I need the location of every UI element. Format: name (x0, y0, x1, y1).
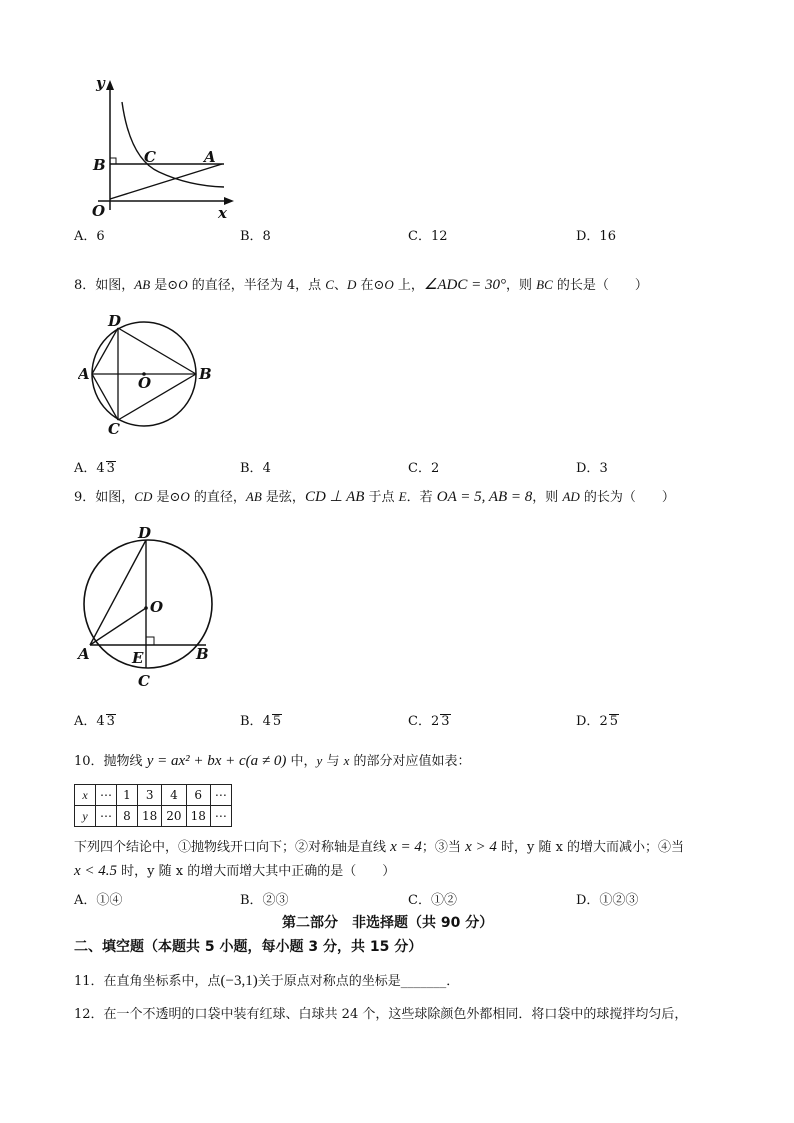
table-cell: 4 (162, 785, 186, 806)
q8-angle-formula: ∠ADC = 30° (423, 277, 506, 293)
q9-ad: AD (562, 489, 580, 504)
q9-circle-figure (74, 524, 224, 694)
label-c: C (144, 148, 156, 166)
q9-option-b: B．4 5 (240, 714, 282, 729)
q9-o: O (180, 489, 190, 504)
table-cell: 6 (186, 785, 210, 806)
table-cell: ⋯ (96, 806, 117, 827)
q9-option-d: D．2 5 (576, 714, 618, 729)
q11-text: 11．在直角坐标系中，点 (74, 974, 221, 989)
q9-text: 于点 (364, 490, 399, 505)
q8-option-a: A．4 3 (74, 461, 115, 476)
q10-text: 中， (286, 754, 317, 769)
q8-o: O (384, 277, 394, 292)
q10-value-table (74, 784, 232, 827)
q9-given-formula: OA = 5, AB = 8 (436, 489, 533, 505)
chord-cb (118, 374, 196, 420)
q8-number: 8．如图， (74, 278, 135, 293)
table-cell: x (75, 785, 96, 806)
q10-text: 时，y 随 x 的增大而减小；④当 (496, 840, 685, 855)
label-y: y (96, 74, 105, 92)
center-point (144, 606, 148, 610)
right-angle-mark (146, 637, 154, 645)
q9-text: 是⊙ (152, 490, 181, 505)
chord-db (118, 328, 196, 374)
q10-y: y (316, 753, 323, 768)
table-cell: 8 (117, 806, 138, 827)
q10-text: 下列四个结论中，①抛物线开口向下；②对称轴是直线 (74, 840, 391, 855)
q9-text: ，则 (532, 490, 563, 505)
chord-ac (92, 374, 118, 420)
q10-text: ；③当 (421, 840, 466, 855)
table-cell: 3 (138, 785, 162, 806)
label-o: O (138, 374, 152, 392)
q8-c: C (325, 277, 334, 292)
q10-condition-formula: x > 4 (465, 839, 497, 855)
q12-question: 12．在一个不透明的口袋中装有红球、白球共 24 个，这些球除颜色外都相同．将口袋中的球搅拌均匀后， (74, 1007, 688, 1022)
q9-ab: AB (245, 489, 262, 504)
label-a: A (78, 365, 90, 383)
q8-bc: BC (536, 277, 553, 292)
label-a: A (204, 148, 216, 166)
q10-conclusions-line-1 (74, 838, 684, 857)
label-x: x (218, 204, 227, 222)
label-b: B (199, 365, 212, 383)
y-axis-arrow-icon (106, 80, 114, 90)
q8-option-c: C．2 (408, 461, 440, 476)
q9-option-a: A．4 3 (74, 714, 115, 729)
table-cell: 18 (186, 806, 210, 827)
q9-option-c: C．2 3 (408, 714, 450, 729)
q9-question (74, 488, 675, 507)
chord-ad (90, 540, 146, 645)
table-row (75, 806, 232, 827)
q9-text: 的直径， (189, 490, 246, 505)
q11-question (74, 972, 459, 991)
q11-answer-blank[interactable]: _______ (400, 974, 447, 989)
q8-text: ，则 (505, 278, 537, 293)
label-o: O (150, 598, 164, 616)
chord-ad (92, 328, 118, 374)
q8-circle-figure (78, 308, 218, 438)
q9-perpendicular-formula: CD ⊥ AB (304, 489, 365, 505)
q8-text: 在⊙ (356, 278, 385, 293)
label-b: B (196, 645, 209, 663)
label-e: E (132, 649, 144, 667)
q10-axis-formula: x = 4 (390, 839, 422, 855)
q10-text: 的部分对应值如表： (349, 754, 471, 769)
q8-d: D (346, 277, 357, 292)
q7-option-d: D．16 (576, 229, 616, 244)
q7-graph-figure (84, 74, 244, 224)
table-row (75, 785, 232, 806)
q10-conclusions-line-2 (74, 862, 395, 881)
q10-text: 与 (322, 754, 344, 769)
table-cell: 20 (162, 806, 186, 827)
q8-text: 的直径，半径为 4，点 (187, 278, 326, 293)
q8-ab: AB (134, 277, 151, 292)
label-b: B (93, 156, 106, 174)
q8-option-d: D．3 (576, 461, 608, 476)
section-title: 二、填空题（本题共 5 小题，每小题 3 分，共 15 分） (74, 939, 423, 955)
q7-option-c: C．12 (408, 229, 448, 244)
q8-question (74, 276, 648, 295)
q11-text: ． (446, 974, 460, 989)
q8-text: 的长是（ ） (552, 278, 648, 293)
table-cell: y (75, 806, 96, 827)
label-d: D (108, 312, 122, 330)
radius-oa (90, 608, 146, 645)
q10-x: x (343, 753, 350, 768)
q8-o: O (178, 277, 188, 292)
hyperbola-curve (122, 102, 224, 187)
table-cell: ⋯ (210, 806, 231, 827)
label-c: C (138, 672, 150, 690)
q9-e: E (398, 489, 407, 504)
label-c: C (108, 420, 120, 438)
table-cell: ⋯ (210, 785, 231, 806)
q10-option-d: D．①②③ (576, 893, 639, 908)
q10-question (74, 752, 471, 771)
q10-parabola-formula: y = ax² + bx + c(a ≠ 0) (146, 753, 287, 769)
part-title: 第二部分 非选择题（共 90 分） (282, 915, 494, 931)
q9-number: 9．如图， (74, 490, 135, 505)
q11-point: (−3,1) (220, 973, 258, 989)
q7-option-b: B．8 (240, 229, 271, 244)
circle-o (84, 540, 212, 668)
label-o: O (92, 202, 106, 220)
q10-condition-formula: x < 4.5 (74, 863, 118, 879)
q8-text: 上， (393, 278, 424, 293)
table-cell: 1 (117, 785, 138, 806)
q10-option-a: A．①④ (74, 893, 123, 908)
q10-option-b: B．②③ (240, 893, 289, 908)
right-angle-mark (110, 158, 116, 164)
q10-text: 时，y 随 x 的增大而增大其中正确的是（ ） (117, 864, 396, 879)
q11-text: 关于原点对称点的坐标是 (257, 974, 401, 989)
q8-text: 是⊙ (150, 278, 179, 293)
label-d: D (138, 524, 152, 542)
table-cell: 18 (138, 806, 162, 827)
q9-text: 是弦， (261, 490, 305, 505)
q9-text: ．若 (406, 490, 437, 505)
q7-option-a: A．6 (74, 229, 105, 244)
q10-option-c: C．①② (408, 893, 457, 908)
q9-text: 的长为（ ） (579, 490, 675, 505)
line-oa (110, 164, 222, 199)
q9-cd: CD (134, 489, 153, 504)
table-cell: ⋯ (96, 785, 117, 806)
q8-text: 、 (333, 278, 347, 293)
q10-number: 10．抛物线 (74, 754, 147, 769)
label-a: A (78, 645, 90, 663)
q8-option-b: B．4 (240, 461, 271, 476)
